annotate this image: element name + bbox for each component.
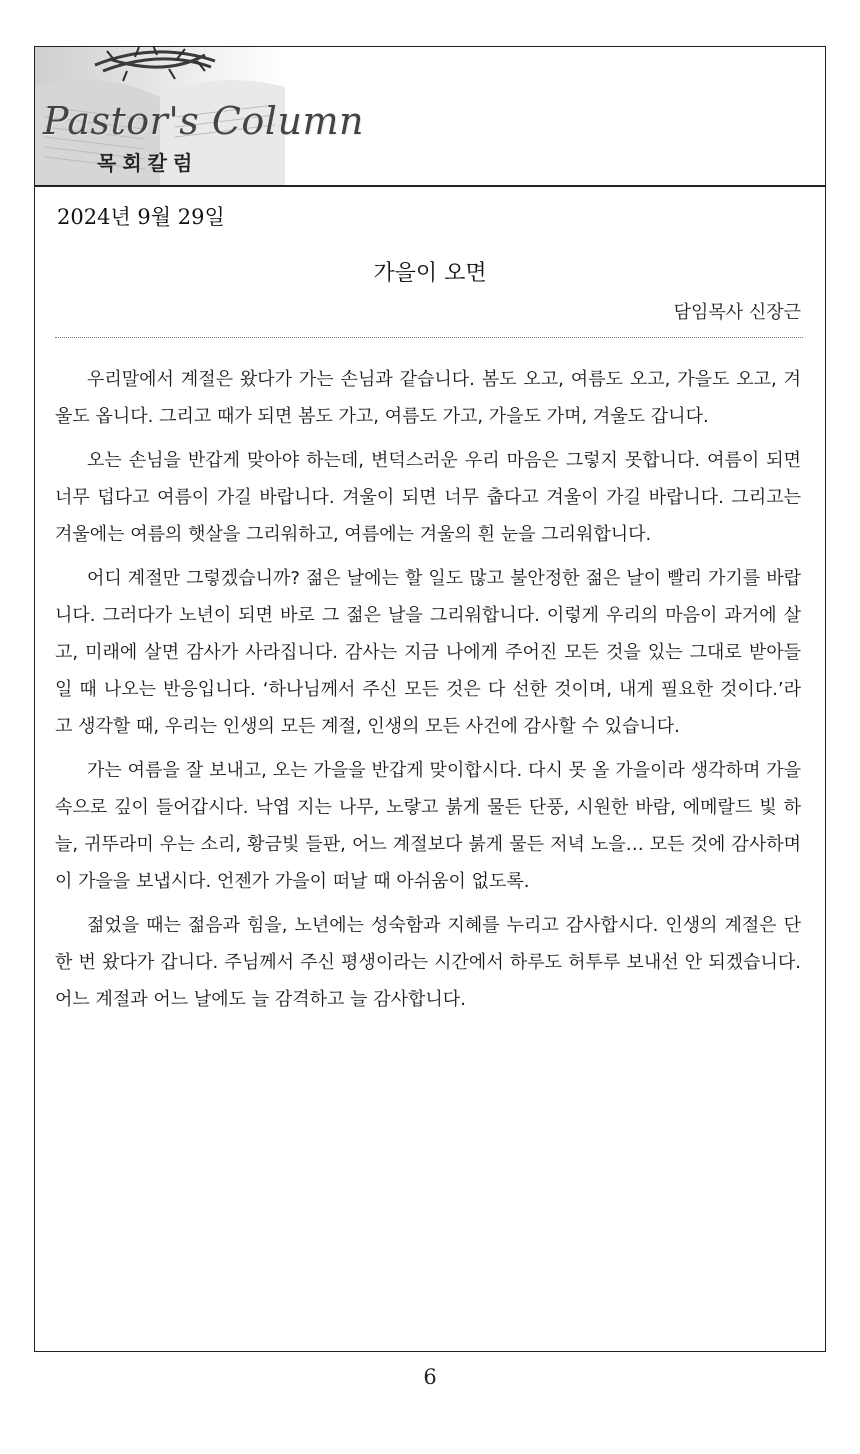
page-number: 6 [423,1365,437,1389]
article-body [55,361,801,1025]
article-author: 담임목사 신장근 [673,302,801,323]
banner-subtitle: 목회칼럼 [97,151,199,175]
article-paragraph: 우리말에서 계절은 왔다가 가는 손님과 같습니다. 봄도 오고, 여름도 오고, 가을도 오고, 겨울도 옵니다. 그리고 때가 되면 봄도 가고, 여름도 가고, 가을도 가며, 겨울도 갑니다. [55,369,801,427]
dotted-divider [55,337,803,338]
article-paragraph: 젊었을 때는 젊음과 힘을, 노년에는 성숙함과 지혜를 누리고 감사합시다. 인생의 계절은 단 한 번 왔다가 갑니다. 주님께서 주신 평생이라는 시간에서 하루도 허투루 보내선 안 되겠습니다. 어느 계절과 어느 날에도 늘 감격하고 늘 감사합니다. [55,915,801,1010]
article-title: 가을이 오면 [373,261,487,286]
article-paragraph: 오는 손님을 반갑게 맞아야 하는데, 변덕스러운 우리 마음은 그렇지 못합니다. 여름이 되면 너무 덥다고 여름이 가길 바랍니다. 겨울이 되면 너무 춥다고 겨울이 가길 바랍니다. 그리고는 겨울에는 여름의 햇살을 그리워하고, 여름에는 겨울의 흰 눈을 그리워합니다. [55,450,801,545]
column-banner [35,47,825,187]
article-paragraph: 어디 계절만 그렇겠습니까? 젊은 날에는 할 일도 많고 불안정한 젊은 날이 빨리 가기를 바랍니다. 그러다가 노년이 되면 바로 그 젊은 날을 그리워합니다. 이렇게 우리의 마음이 과거에 살고, 미래에 살면 감사가 사라집니다. 감사는 지금 나에게 주어진 모든 것을 있는 그대로 받아들일 때 나오는 반응입니다. ‘하나님께서 주신 모든 것은 다 선한 것이며, 내게 필요한 것이다.’라고 생각할 때, 우리는 인생의 모든 계절, 인생의 모든 사건에 감사할 수 있습니다. [55,568,801,737]
column-date: 2024년 9월 29일 [57,205,225,229]
column-frame [34,46,826,1352]
banner-title: Pastor's Column [43,99,364,143]
article-paragraph: 가는 여름을 잘 보내고, 오는 가을을 반갑게 맞이합시다. 다시 못 올 가을이라 생각하며 가을 속으로 깊이 들어갑시다. 낙엽 지는 나무, 노랗고 붉게 물든 단풍, 시원한 바람, 에메랄드 빛 하늘, 귀뚜라미 우는 소리, 황금빛 들판, 어느 계절보다 붉게 물든 저녁 노을… 모든 것에 감사하며 이 가을을 보냅시다. 언젠가 가을이 떠날 때 아쉬움이 없도록. [55,760,801,892]
